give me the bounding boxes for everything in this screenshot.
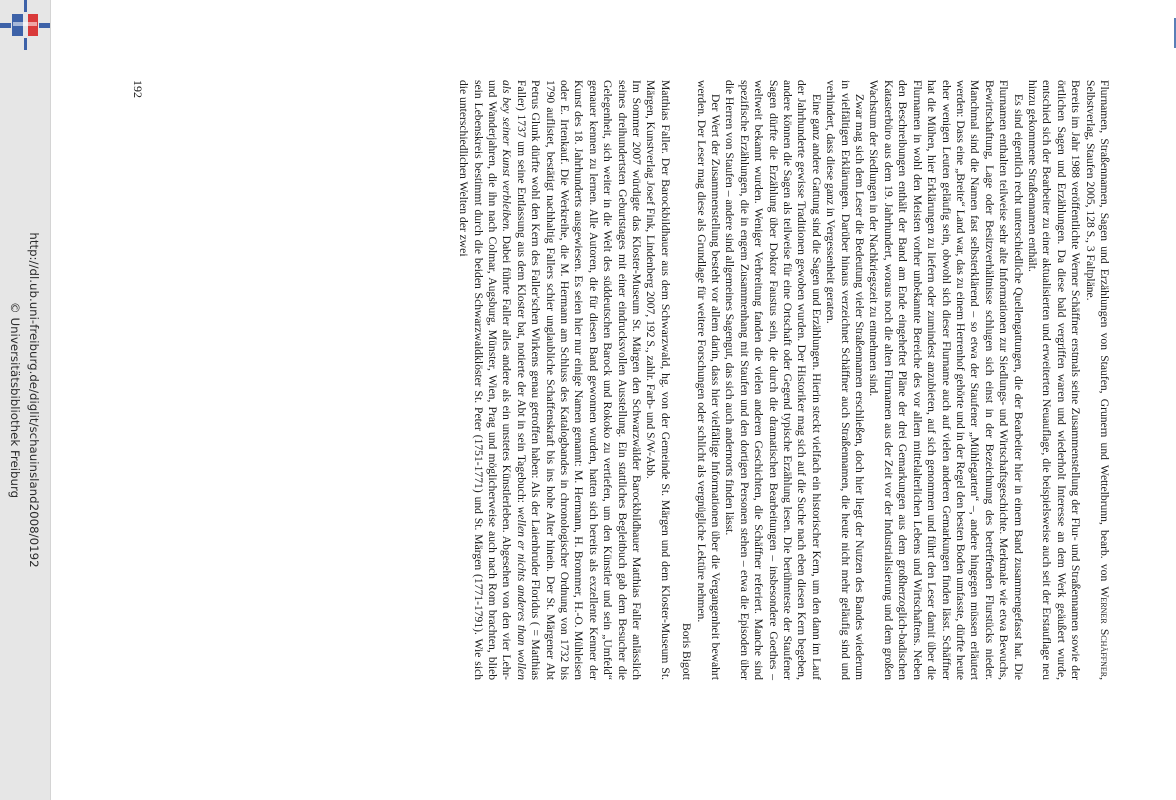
review-1-paragraph: Zwar mag sich dem Leser die Bedeutung vieler Straßennamen erschließen, doch hier liegt der Nutzen des Bandes wiederum in vielfältigen Erklärungen. Darüber hinaus verzeichnet Schäffner auch Straßennamen, die heute nicht mehr geläufig sind und verhindert, dass diese ganz in Vergessenheit geraten. [824, 80, 867, 680]
corner-marker [1168, 18, 1176, 48]
review-1-paragraph: Es sind eigentlich recht unterschiedliche Quellengattungen, die der Bearbeiter hier in einem Band zusammengefasst hat. Die Flurnamen enthalten teilweise sehr alte Informationen zur Siedlungs- und Wirtschaftsgeschichte. Merkmale wie etwa Bewuchs, Bewirtschaftung, Lage oder Besitzverhältnisse schlugen sich einst in der Bezeichnung des betreffenden Flurstücks nieder. Manchmal sind die Namen fast selbsterklärend – so etwa der Staufener „Mühlegarten“ –, andere hingegen müssen erläutert werden: Dass eine „Breite“ Land war, das zu einem Herrenhof gehörte und in der Regel den besten Boden umfasste, dürfte heute eher wenigen Leuten geläufig sein, obwohl sich dieser Flurname auch auf vielen anderen Gemarkungen finden lässt. Schäffner hat die Mühen, hier Erklärungen zu liefern oder zumindest anzubieten, auf sich genommen und führt den Leser damit über die Flurnamen in wohl den Meisten vorher unbekannte Bereiche des vor allem mittelalterlichen Lebens und Wirtschaftens. Neben den Beschreibungen enthält der Band am Ende eingeheftet Pläne der drei Gemarkungen aus dem großherzoglich-badischen Katasterbüro aus dem 19. Jahrhundert, woraus noch die alten Flurnamen aus der Zeit vor der Industrialisierung und dem großen Wachstum der Siedlungen in der Nachkriegszeit zu entnehmen sind. [867, 80, 1025, 680]
scanned-page [97, 30, 1137, 770]
library-logo-icon [0, 0, 50, 50]
page-viewport [58, 0, 1176, 800]
review-1-paragraph: Eine ganz andere Gattung sind die Sagen und Erzählungen. Hierin steckt vielfach ein historischer Kern, um den dann im Lauf der Jahrhunderte gewisse Traditionen gewoben wurden. Der Historiker mag sich auf die Suche nach eben diesen Kern begeben, andere können die Sagen als teilweise für eine Ortschaft oder Gegend typische Erzählung lesen. Die berühmteste der Staufener Sagen dürfte die Erzählung über Doktor Faustus sein, die durch die dramatischen Bearbeitungen – insbesondere Goethes – weltweit bekannt wurden. Weniger Verbreitung fanden die vielen anderen Geschichten, die Schäffner referiert. Manche sind spezifische Erzählungen, die in engem Zusammenhang mit Staufen und den dortigen Personen stehen – etwa die Episoden über die Herren von Staufen – andere sind allgemeines Sagengut, das sich auch andernorts finden lässt. [723, 80, 823, 680]
review-2-quote: wellen er nichts anderes than wollen als bey seiner Kunst verbleiben. [500, 80, 528, 680]
copyright-notice: © Universitätsbibliothek Freiburg [8, 301, 22, 499]
sidebar-caption [5, 232, 43, 567]
review-1-reference: Flurnamen, Straßennamen, Sagen und Erzählungen von Staufen, Grunern und Wettelbrunn, bearb. von Werner Schäffner, Selbstverlag, Staufen 2005, 128 S., 3 Faltpläne. [1083, 80, 1111, 680]
page-number: 192 [131, 80, 145, 98]
review-1-paragraph: Der Wert der Zusammenstellung besteht vor allem darin, dass hier vielfältige Informationen über die Vergangenheit bewahrt werden. Der Leser mag diese als Grundlage für weitere Forschungen oder schlicht als vergnügliche Lektüre nehmen. [694, 80, 723, 680]
review-1-ref-author: Werner Schäffner [1098, 586, 1111, 678]
viewer-sidebar [0, 0, 51, 800]
review-1-author: Boris Bigott [680, 622, 694, 680]
review-separator [672, 80, 679, 680]
page-content [456, 80, 1111, 680]
review-2-reference: Matthias Faller. Der Barockbildhauer aus dem Schwarzwald, hg. von der Gemeinde St. Märgen und dem Kloster-Museum St. Märgen, Kunstverlag Josef Fink, Lindenberg 2007, 192 S., zahlr. Farb- und S/W-Abb. [644, 80, 672, 680]
source-url[interactable]: http://dl.ub.uni-freiburg.de/diglit/schauinsland2008/0192 [27, 232, 41, 568]
review-1-paragraph: Bereits im Jahr 1988 veröffentlichte Werner Schäffner erstmals seine Zusammenstellung der Flur- und Straßennamen sowie der örtlichen Sagen und Erzählungen. Da diese bald vergriffen waren und wiederholt Interesse an dem Werk geäußert wurde, entschied sich der Bearbeiter zu einer aktualisierten und erweiterten Neuauflage, die beispielsweise auch seit der Erstauflage neu hinzu gekommene Straßennamen enthält. [1025, 80, 1083, 680]
review-2-paragraph: Im Sommer 2007 würdigte das Kloster-Museum St. Märgen den Schwarzwälder Barockbildhauer Matthias Faller anlässlich seines dreihundertsten Geburtstages mit einer eindrucksvollen Ausstellung. Ein stattliches Begleitbuch gab dem Besucher die Gelegenheit, sich weiter in die Welt des süddeutschen Barock und Rokoko zu vertiefen, um den Künstler und sein „Umfeld“ genauer kennen zu lernen. Alle Autoren, die für diesen Band gewonnen wurden, hatten sich bereits als exzellente Kenner der Kunst des 18. Jahrhunderts ausgewiesen. Es seien hier nur einige Namen genannt: M. Hermann, H. Brommer, H.-O. Mühleisen oder E. Irtenkauf. Die Werkreihe, die M. Hermann am Schluss des Katalogbandes in chronologischer Ordnung von 1732 bis 1790 auflistet, bestätigt nachhaltig Fallers schier unglaubliche Schaffenskraft bis ins hohe Alter hinein. Der St. Märgener Abt Petrus Glunk dürfte wohl den Kern des Faller'schen Wirkens genau getroffen haben: Als der Laienbruder Floridus ( = Matthias Faller) 1737 um seine Entlassung aus dem Kloster bat, notierte der Abt in sein Tagebuch: wellen er nichts anderes than wollen als bey seiner Kunst verbleiben. Dabei führte Faller alles andere als ein unstetes Künstlerleben. Abgesehen von den vier Lehr-und Wanderjahren, die ihn nach Colmar, Augsburg, Münster, Wien, Prag und möglicherweise auch nach Rom brachten, blieb sein Lebenskreis bestimmt durch die beiden Schwarzwaldklöster St. Peter (1751-1771) und St. Märgen (1771-1791). Wie sich die unterschiedlichen Welten der zwei [457, 80, 643, 680]
